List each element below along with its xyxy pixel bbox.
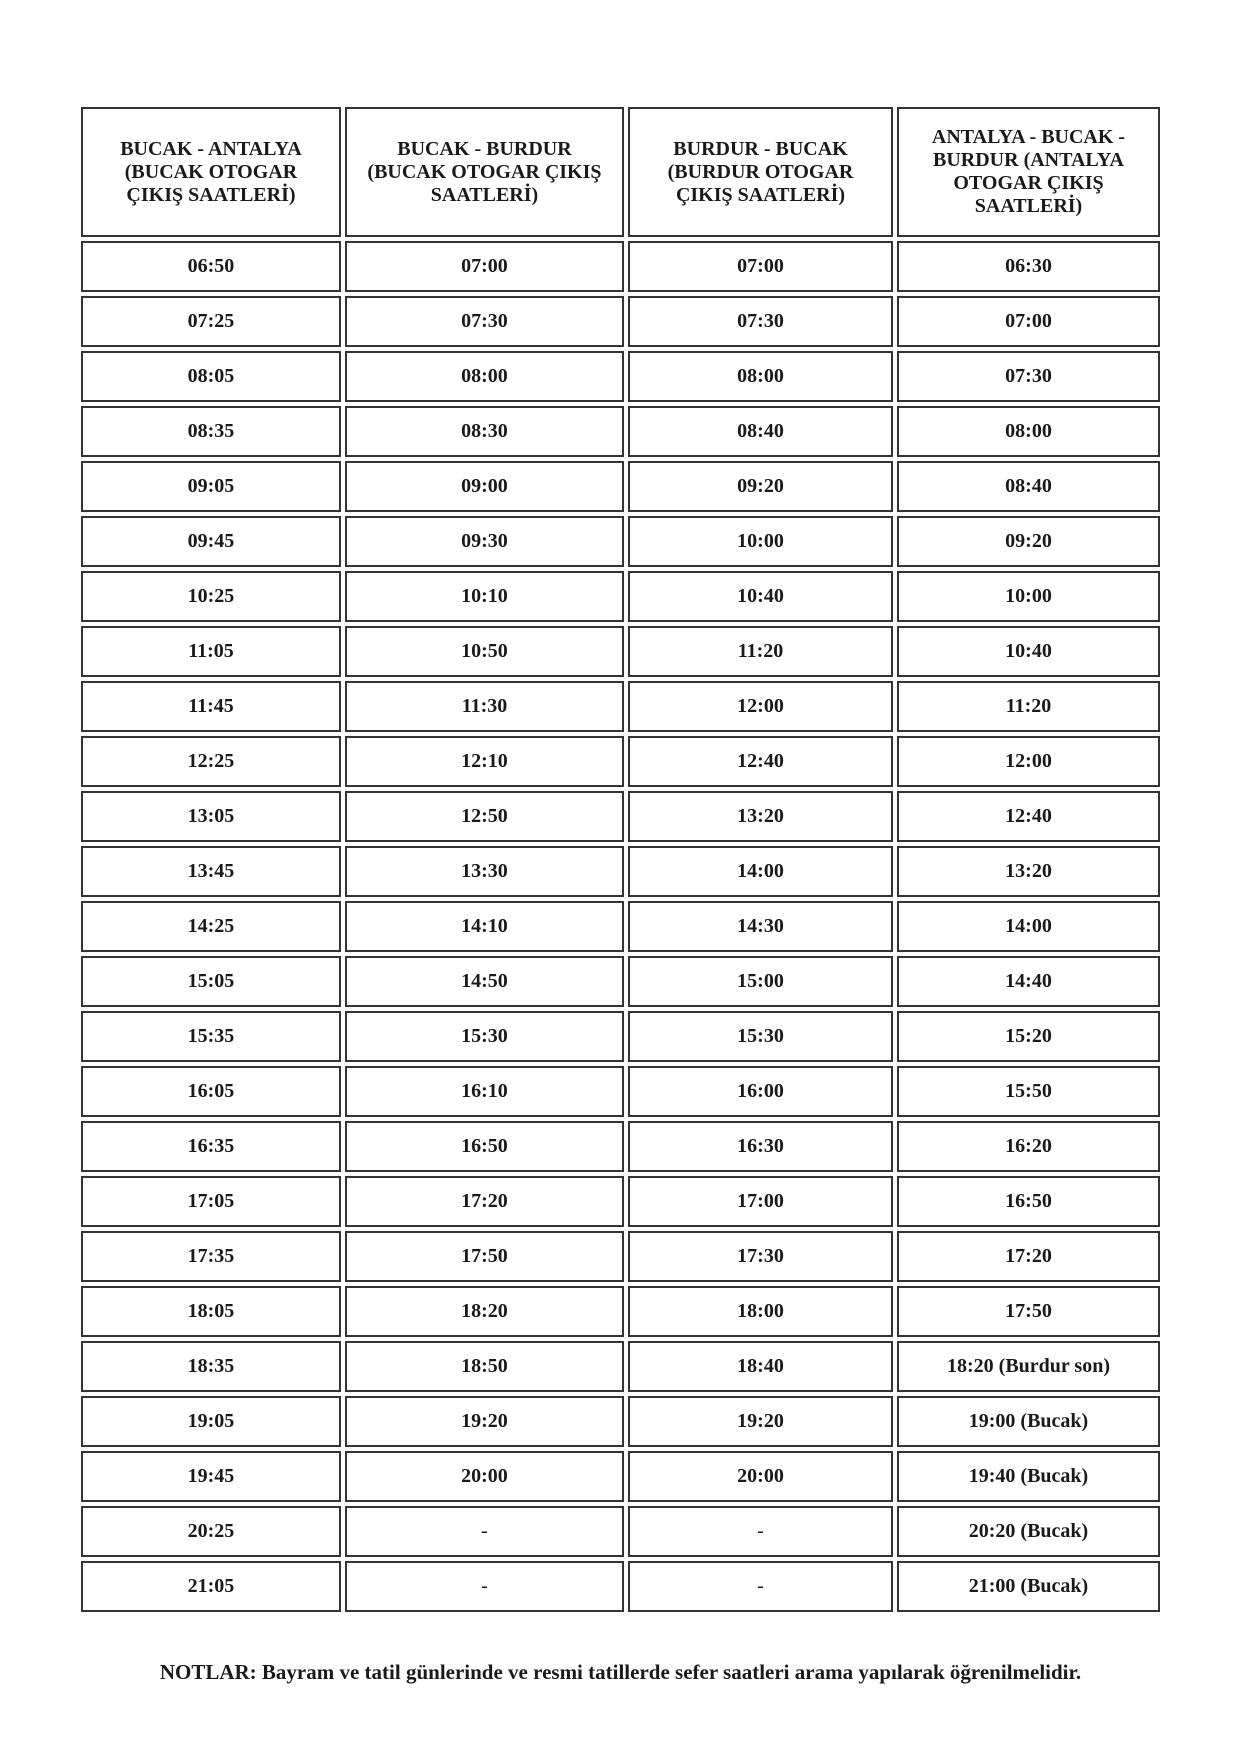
table-row: [81, 461, 1160, 512]
time-cell-bucak-burdur: 17:20: [345, 1176, 624, 1227]
table-row: [81, 901, 1160, 952]
time-cell-bucak-burdur: 14:10: [345, 901, 624, 952]
table-row: [81, 681, 1160, 732]
time-cell-antalya-bucak-burdur: 09:20: [897, 516, 1160, 567]
notes-text: NOTLAR: Bayram ve tatil günlerinde ve resmi tatillerde sefer saatleri arama yapılarak öğrenilmelidir.: [159, 1660, 1082, 1684]
time-cell-antalya-bucak-burdur: 12:00: [897, 736, 1160, 787]
time-cell-bucak-antalya: 07:25: [81, 296, 341, 347]
time-cell-bucak-antalya: 06:50: [81, 241, 341, 292]
time-cell-bucak-antalya: 14:25: [81, 901, 341, 952]
time-cell-bucak-burdur: 07:00: [345, 241, 624, 292]
table-row: [81, 846, 1160, 897]
time-cell-burdur-bucak: 15:30: [628, 1011, 893, 1062]
time-cell-bucak-burdur: -: [345, 1561, 624, 1612]
time-cell-antalya-bucak-burdur: 13:20: [897, 846, 1160, 897]
time-cell-bucak-burdur: 07:30: [345, 296, 624, 347]
time-cell-bucak-antalya: 11:45: [81, 681, 341, 732]
table-row: [81, 351, 1160, 402]
time-cell-burdur-bucak: 14:00: [628, 846, 893, 897]
bus-schedule-table: [77, 103, 1164, 1616]
time-cell-bucak-burdur: 16:50: [345, 1121, 624, 1172]
time-cell-bucak-burdur: 14:50: [345, 956, 624, 1007]
header-bucak-burdur: BUCAK - BURDUR (BUCAK OTOGAR ÇIKIŞ SAATLERİ): [345, 107, 624, 237]
time-cell-antalya-bucak-burdur: 08:40: [897, 461, 1160, 512]
time-cell-burdur-bucak: 07:30: [628, 296, 893, 347]
time-cell-burdur-bucak: -: [628, 1561, 893, 1612]
table-row: [81, 1011, 1160, 1062]
time-cell-bucak-antalya: 19:45: [81, 1451, 341, 1502]
time-cell-antalya-bucak-burdur: 15:50: [897, 1066, 1160, 1117]
table-row: [81, 791, 1160, 842]
time-cell-antalya-bucak-burdur: 17:50: [897, 1286, 1160, 1337]
time-cell-bucak-antalya: 09:45: [81, 516, 341, 567]
time-cell-bucak-antalya: 18:05: [81, 1286, 341, 1337]
table-row: [81, 1231, 1160, 1282]
table-row: [81, 1341, 1160, 1392]
time-cell-antalya-bucak-burdur: 14:40: [897, 956, 1160, 1007]
time-cell-bucak-antalya: 21:05: [81, 1561, 341, 1612]
table-row: [81, 1176, 1160, 1227]
time-cell-burdur-bucak: 11:20: [628, 626, 893, 677]
time-cell-burdur-bucak: 14:30: [628, 901, 893, 952]
time-cell-antalya-bucak-burdur: 18:20 (Burdur son): [897, 1341, 1160, 1392]
table-row: [81, 406, 1160, 457]
time-cell-bucak-burdur: 18:20: [345, 1286, 624, 1337]
time-cell-bucak-antalya: 16:35: [81, 1121, 341, 1172]
table-row: [81, 956, 1160, 1007]
time-cell-antalya-bucak-burdur: 10:00: [897, 571, 1160, 622]
time-cell-bucak-burdur: 16:10: [345, 1066, 624, 1117]
time-cell-bucak-burdur: 18:50: [345, 1341, 624, 1392]
time-cell-bucak-antalya: 18:35: [81, 1341, 341, 1392]
time-cell-bucak-antalya: 11:05: [81, 626, 341, 677]
table-row: [81, 1121, 1160, 1172]
time-cell-burdur-bucak: 10:00: [628, 516, 893, 567]
time-cell-antalya-bucak-burdur: 08:00: [897, 406, 1160, 457]
time-cell-bucak-antalya: 13:45: [81, 846, 341, 897]
time-cell-antalya-bucak-burdur: 07:00: [897, 296, 1160, 347]
time-cell-antalya-bucak-burdur: 10:40: [897, 626, 1160, 677]
table-row: [81, 1286, 1160, 1337]
table-row: [81, 516, 1160, 567]
table-row: [81, 736, 1160, 787]
table-row: [81, 626, 1160, 677]
time-cell-bucak-antalya: 15:35: [81, 1011, 341, 1062]
time-cell-bucak-burdur: 13:30: [345, 846, 624, 897]
time-cell-bucak-burdur: 09:30: [345, 516, 624, 567]
time-cell-bucak-burdur: -: [345, 1506, 624, 1557]
time-cell-burdur-bucak: 07:00: [628, 241, 893, 292]
time-cell-burdur-bucak: 20:00: [628, 1451, 893, 1502]
time-cell-bucak-antalya: 09:05: [81, 461, 341, 512]
time-cell-burdur-bucak: 08:40: [628, 406, 893, 457]
table-row: [81, 1066, 1160, 1117]
time-cell-burdur-bucak: 17:30: [628, 1231, 893, 1282]
time-cell-bucak-burdur: 09:00: [345, 461, 624, 512]
time-cell-bucak-antalya: 13:05: [81, 791, 341, 842]
time-cell-antalya-bucak-burdur: 21:00 (Bucak): [897, 1561, 1160, 1612]
time-cell-burdur-bucak: 19:20: [628, 1396, 893, 1447]
time-cell-bucak-antalya: 16:05: [81, 1066, 341, 1117]
time-cell-burdur-bucak: 17:00: [628, 1176, 893, 1227]
time-cell-burdur-bucak: 16:00: [628, 1066, 893, 1117]
time-cell-bucak-burdur: 11:30: [345, 681, 624, 732]
table-body: [81, 241, 1160, 1612]
time-cell-bucak-antalya: 20:25: [81, 1506, 341, 1557]
time-cell-burdur-bucak: 12:00: [628, 681, 893, 732]
time-cell-bucak-burdur: 08:00: [345, 351, 624, 402]
time-cell-burdur-bucak: 13:20: [628, 791, 893, 842]
time-cell-antalya-bucak-burdur: 11:20: [897, 681, 1160, 732]
time-cell-antalya-bucak-burdur: 12:40: [897, 791, 1160, 842]
time-cell-burdur-bucak: 10:40: [628, 571, 893, 622]
time-cell-bucak-antalya: 15:05: [81, 956, 341, 1007]
time-cell-bucak-burdur: 08:30: [345, 406, 624, 457]
time-cell-antalya-bucak-burdur: 17:20: [897, 1231, 1160, 1282]
time-cell-burdur-bucak: 08:00: [628, 351, 893, 402]
time-cell-bucak-burdur: 10:10: [345, 571, 624, 622]
time-cell-bucak-antalya: 10:25: [81, 571, 341, 622]
header-bucak-antalya: BUCAK - ANTALYA (BUCAK OTOGAR ÇIKIŞ SAATLERİ): [81, 107, 341, 237]
time-cell-antalya-bucak-burdur: 20:20 (Bucak): [897, 1506, 1160, 1557]
time-cell-antalya-bucak-burdur: 15:20: [897, 1011, 1160, 1062]
table-row: [81, 1506, 1160, 1557]
time-cell-burdur-bucak: 15:00: [628, 956, 893, 1007]
time-cell-antalya-bucak-burdur: 06:30: [897, 241, 1160, 292]
time-cell-burdur-bucak: 09:20: [628, 461, 893, 512]
table-row: [81, 571, 1160, 622]
table-row: [81, 1451, 1160, 1502]
table-row: [81, 1396, 1160, 1447]
table-row: [81, 241, 1160, 292]
time-cell-bucak-burdur: 20:00: [345, 1451, 624, 1502]
time-cell-bucak-burdur: 19:20: [345, 1396, 624, 1447]
time-cell-burdur-bucak: 18:00: [628, 1286, 893, 1337]
time-cell-burdur-bucak: 16:30: [628, 1121, 893, 1172]
time-cell-bucak-antalya: 17:35: [81, 1231, 341, 1282]
time-cell-antalya-bucak-burdur: 07:30: [897, 351, 1160, 402]
time-cell-burdur-bucak: 18:40: [628, 1341, 893, 1392]
time-cell-bucak-antalya: 19:05: [81, 1396, 341, 1447]
time-cell-bucak-burdur: 12:10: [345, 736, 624, 787]
time-cell-antalya-bucak-burdur: 16:20: [897, 1121, 1160, 1172]
time-cell-bucak-antalya: 08:35: [81, 406, 341, 457]
time-cell-bucak-burdur: 10:50: [345, 626, 624, 677]
table-header-row: [81, 107, 1160, 237]
header-antalya-bucak-burdur: ANTALYA - BUCAK - BURDUR (ANTALYA OTOGAR ÇIKIŞ SAATLERİ): [897, 107, 1160, 237]
table-row: [81, 1561, 1160, 1612]
time-cell-bucak-burdur: 17:50: [345, 1231, 624, 1282]
time-cell-bucak-burdur: 15:30: [345, 1011, 624, 1062]
time-cell-bucak-burdur: 12:50: [345, 791, 624, 842]
time-cell-burdur-bucak: 12:40: [628, 736, 893, 787]
time-cell-bucak-antalya: 12:25: [81, 736, 341, 787]
time-cell-antalya-bucak-burdur: 14:00: [897, 901, 1160, 952]
time-cell-bucak-antalya: 08:05: [81, 351, 341, 402]
table-row: [81, 296, 1160, 347]
time-cell-bucak-antalya: 17:05: [81, 1176, 341, 1227]
time-cell-antalya-bucak-burdur: 19:40 (Bucak): [897, 1451, 1160, 1502]
time-cell-antalya-bucak-burdur: 16:50: [897, 1176, 1160, 1227]
time-cell-antalya-bucak-burdur: 19:00 (Bucak): [897, 1396, 1160, 1447]
header-burdur-bucak: BURDUR - BUCAK (BURDUR OTOGAR ÇIKIŞ SAATLERİ): [628, 107, 893, 237]
time-cell-burdur-bucak: -: [628, 1506, 893, 1557]
